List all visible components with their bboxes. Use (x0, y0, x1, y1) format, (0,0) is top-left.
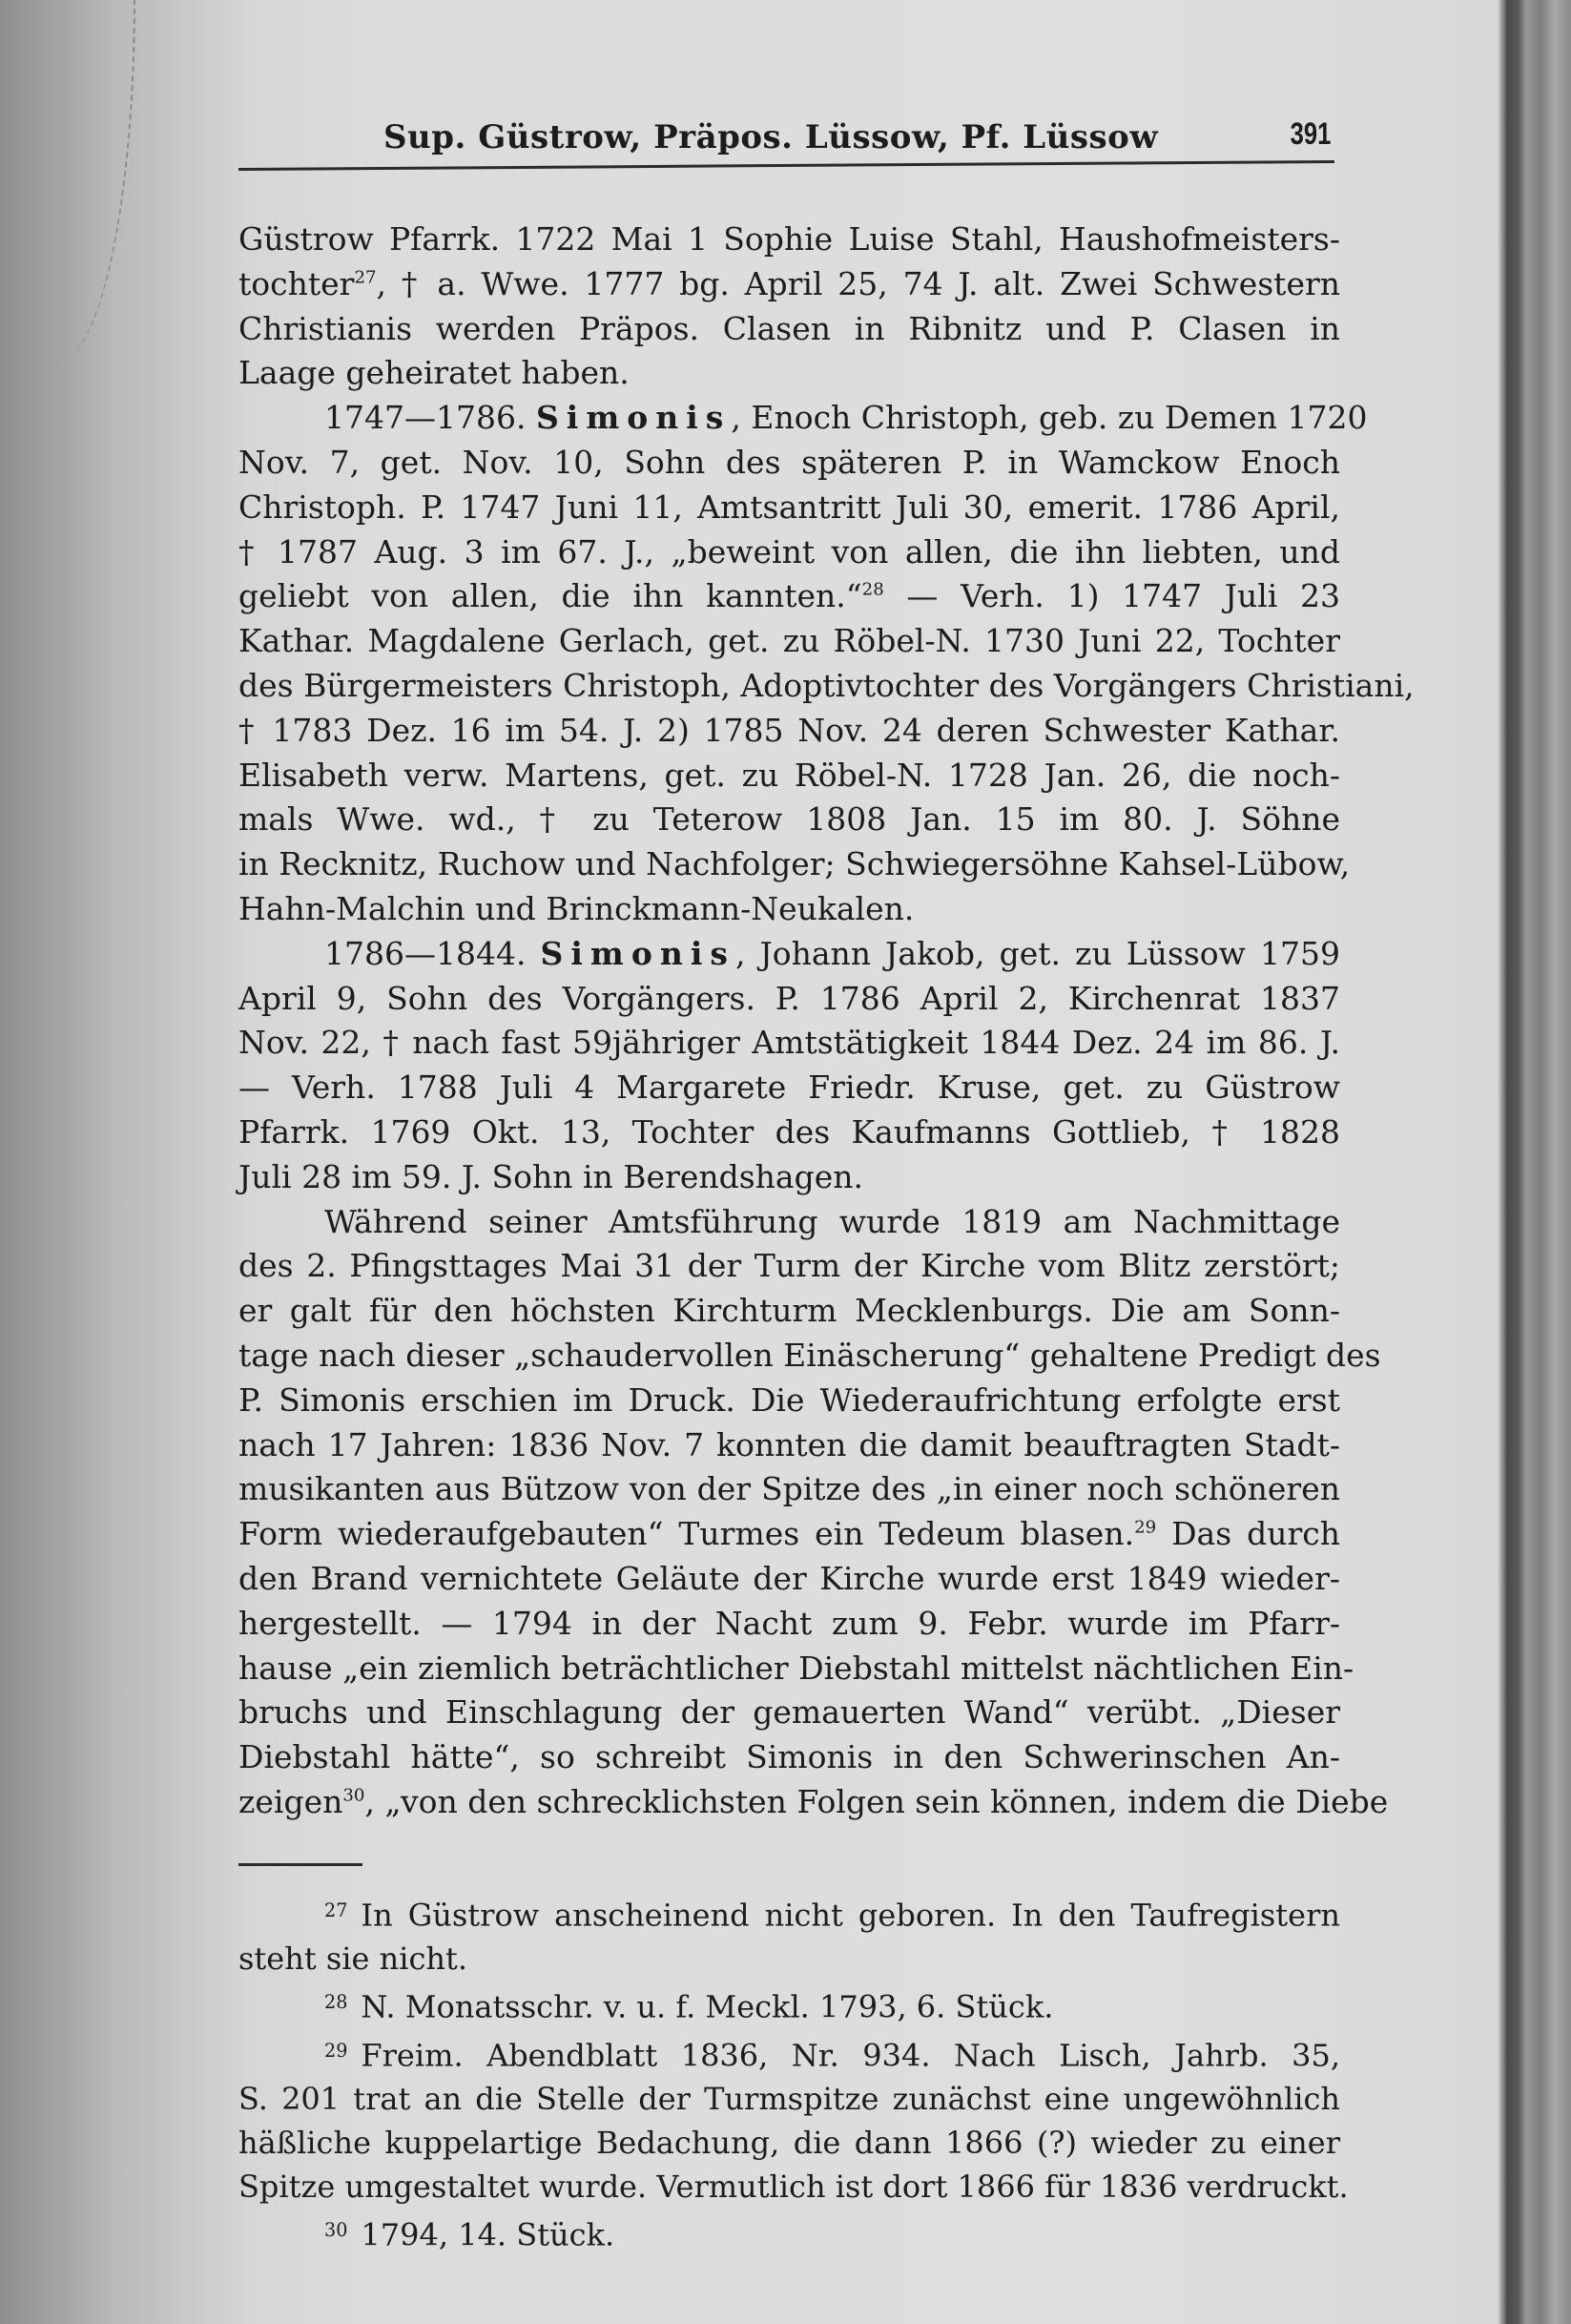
text-line: steht sie nicht. (238, 1940, 468, 1978)
text-line: mals Wwe. wd., † zu Teterow 1808 Jan. 15 im 80. J. Söhne (238, 800, 1340, 839)
paragraph-entry-enoch-simonis (238, 396, 1415, 932)
footnote-ref[interactable]: 27 (354, 267, 377, 288)
text-line: den Brand vernichtete Geläute der Kirche wurde erst 1849 wieder- (238, 1559, 1340, 1597)
text-line: Hahn-Malchin und Brinckmann-Neukalen. (238, 889, 915, 927)
text-line: 1786—1844. Simonis, Johann Jakob, get. zu Lüssow 1759 (324, 934, 1340, 972)
text-line: $^{29}$ Freim. Abendblatt 1836, Nr. 934. Nach Lisch, Jahrb. 35, (324, 2037, 1340, 2074)
page-number: 391 (1290, 116, 1331, 151)
text-line: † 1787 Aug. 3 im 67. J., „beweint von allen, die ihn liebten, und (238, 532, 1340, 571)
text-line: bruchs und Einschlagung der gemauerten Wand“ verübt. „Dieser (238, 1693, 1340, 1732)
paragraph-tower-history (238, 1200, 1389, 1825)
footnote-number: 28 (324, 1991, 348, 2014)
text-line: April 9, Sohn des Vorgängers. P. 1786 April 2, Kirchenrat 1837 (238, 979, 1340, 1017)
footnote-28 (238, 1981, 1350, 2029)
text-line: Laage geheiratet haben. (238, 354, 630, 392)
text-line: tage nach dieser „schaudervollen Einäscherung“ gehaltene Predigt des (238, 1336, 1381, 1374)
paragraph-entry-johann-simonis (238, 932, 1350, 1200)
footnotes (238, 1889, 1350, 2257)
text-line: er galt für den höchsten Kirchturm Mecklenburgs. Die am Sonn- (238, 1292, 1340, 1330)
text-line: zeigen$^{30}$, „von den schrecklichsten Folgen sein können, indem die Diebe (238, 1782, 1389, 1820)
text-line: Christoph. P. 1747 Juni 11, Amtsantritt Juli 30, emerit. 1786 April, (238, 488, 1340, 526)
entry-surname: Simonis (535, 399, 732, 437)
footnote-29 (238, 2029, 1350, 2210)
text-line: Juli 28 im 59. J. Sohn in Berendshagen. (238, 1157, 864, 1195)
paragraph-continuation (238, 218, 1350, 396)
text-line: Christianis werden Präpos. Clasen in Ribnitz und P. Clasen in (238, 309, 1340, 347)
footnote-27 (238, 1889, 1350, 1982)
footnote-ref[interactable]: 28 (861, 579, 884, 600)
text-line: des 2. Pfingsttages Mai 31 der Turm der Kirche vom Blitz zerstört; (238, 1247, 1340, 1285)
text-line: nach 17 Jahren: 1836 Nov. 7 konnten die damit beauftragten Stadt- (238, 1425, 1340, 1463)
text-line: in Recknitz, Ruchow und Nachfolger; Schwiegersöhne Kahsel-Lübow, (238, 845, 1351, 883)
footnote-number: 30 (324, 2219, 348, 2242)
text-line: Pfarrk. 1769 Okt. 13, Tochter des Kaufmanns Gottlieb, † 1828 (238, 1112, 1340, 1151)
text-line: hergestellt. — 1794 in der Nacht zum 9. Febr. wurde im Pfarr- (238, 1604, 1340, 1642)
entry-surname: Simonis (540, 934, 735, 972)
text-line: Kathar. Magdalene Gerlach, get. zu Röbel-N. 1730 Juni 22, Tochter (238, 622, 1340, 660)
running-head (238, 114, 1350, 168)
header-rule (238, 160, 1334, 171)
text-line: S. 201 trat an die Stelle der Turmspitze zunächst eine ungewöhnlich (238, 2081, 1340, 2118)
text-line: Diebstahl hätte“, so schreibt Simonis in den Schwerinschen An- (238, 1738, 1340, 1776)
page-gutter-curve (57, 0, 135, 363)
text-line: Form wiederaufgebauten“ Turmes ein Tedeum blasen.$^{29}$ Das durch (238, 1515, 1340, 1553)
text-line: des Bürgermeisters Christoph, Adoptivtochter des Vorgängers Christiani, (238, 666, 1415, 704)
text-line: Während seiner Amtsführung wurde 1819 am Nachmittage (324, 1202, 1340, 1240)
text-line: $^{27}$ In Güstrow anscheinend nicht geboren. In den Taufregistern (324, 1897, 1340, 1934)
text-line: † 1783 Dez. 16 im 54. J. 2) 1785 Nov. 24 deren Schwester Kathar. (238, 711, 1340, 749)
entry-period: 1786—1844. (324, 934, 527, 972)
text-line: hause „ein ziemlich beträchtlicher Diebstahl mittelst nächtlichen Ein- (238, 1649, 1354, 1687)
text-line: Nov. 7, get. Nov. 10, Sohn des späteren P. in Wamckow Enoch (238, 443, 1340, 481)
text-line: Güstrow Pfarrk. 1722 Mai 1 Sophie Luise Stahl, Haushofmeisters- (238, 220, 1340, 258)
text-line: musikanten aus Bützow von der Spitze des „in einer noch schöneren (238, 1470, 1340, 1508)
text-line: geliebt von allen, die ihn kannten.“$^{28}$ — Verh. 1) 1747 Juli 23 (238, 577, 1340, 615)
text-line: Elisabeth verw. Martens, get. zu Röbel-N. 1728 Jan. 26, die noch- (238, 756, 1340, 794)
entry-period: 1747—1786. (324, 399, 527, 437)
text-line: häßliche kuppelartige Bedachung, die dann 1866 (?) wieder zu einer (238, 2125, 1340, 2162)
text-line: Nov. 22, † nach fast 59jähriger Amtstätigkeit 1844 Dez. 24 im 86. J. (238, 1024, 1340, 1062)
text-line: P. Simonis erschien im Druck. Die Wiederaufrichtung erfolgte erst (238, 1380, 1340, 1419)
text-line: 1747—1786. Simonis, Enoch Christoph, geb. zu Demen 1720 (324, 399, 1368, 437)
text-line: tochter$^{27}$, † a. Wwe. 1777 bg. April 25, 74 J. alt. Zwei Schwestern (238, 264, 1340, 302)
footnote-number: 27 (324, 1899, 348, 1921)
book-page (238, 114, 1415, 2257)
text-line: $^{28}$ N. Monatsschr. v. u. f. Meckl. 1793, 6. Stück. (324, 1988, 1054, 2025)
text-line: — Verh. 1788 Juli 4 Margarete Friedr. Kruse, get. zu Güstrow (238, 1069, 1340, 1107)
footnote-ref[interactable]: 30 (342, 1785, 365, 1806)
text-line: $^{30}$ 1794, 14. Stück. (324, 2217, 615, 2254)
running-title: Sup. Güstrow, Präpos. Lüssow, Pf. Lüssow (383, 118, 1159, 156)
footnote-ref[interactable]: 29 (1134, 1517, 1157, 1538)
footnote-number: 29 (324, 2039, 348, 2062)
text-line: Spitze umgestaltet wurde. Vermutlich ist dort 1866 für 1836 verdruckt. (238, 2168, 1349, 2206)
body-text (238, 218, 1415, 1825)
footnote-30 (238, 2209, 1350, 2257)
footnote-separator (238, 1863, 362, 1866)
